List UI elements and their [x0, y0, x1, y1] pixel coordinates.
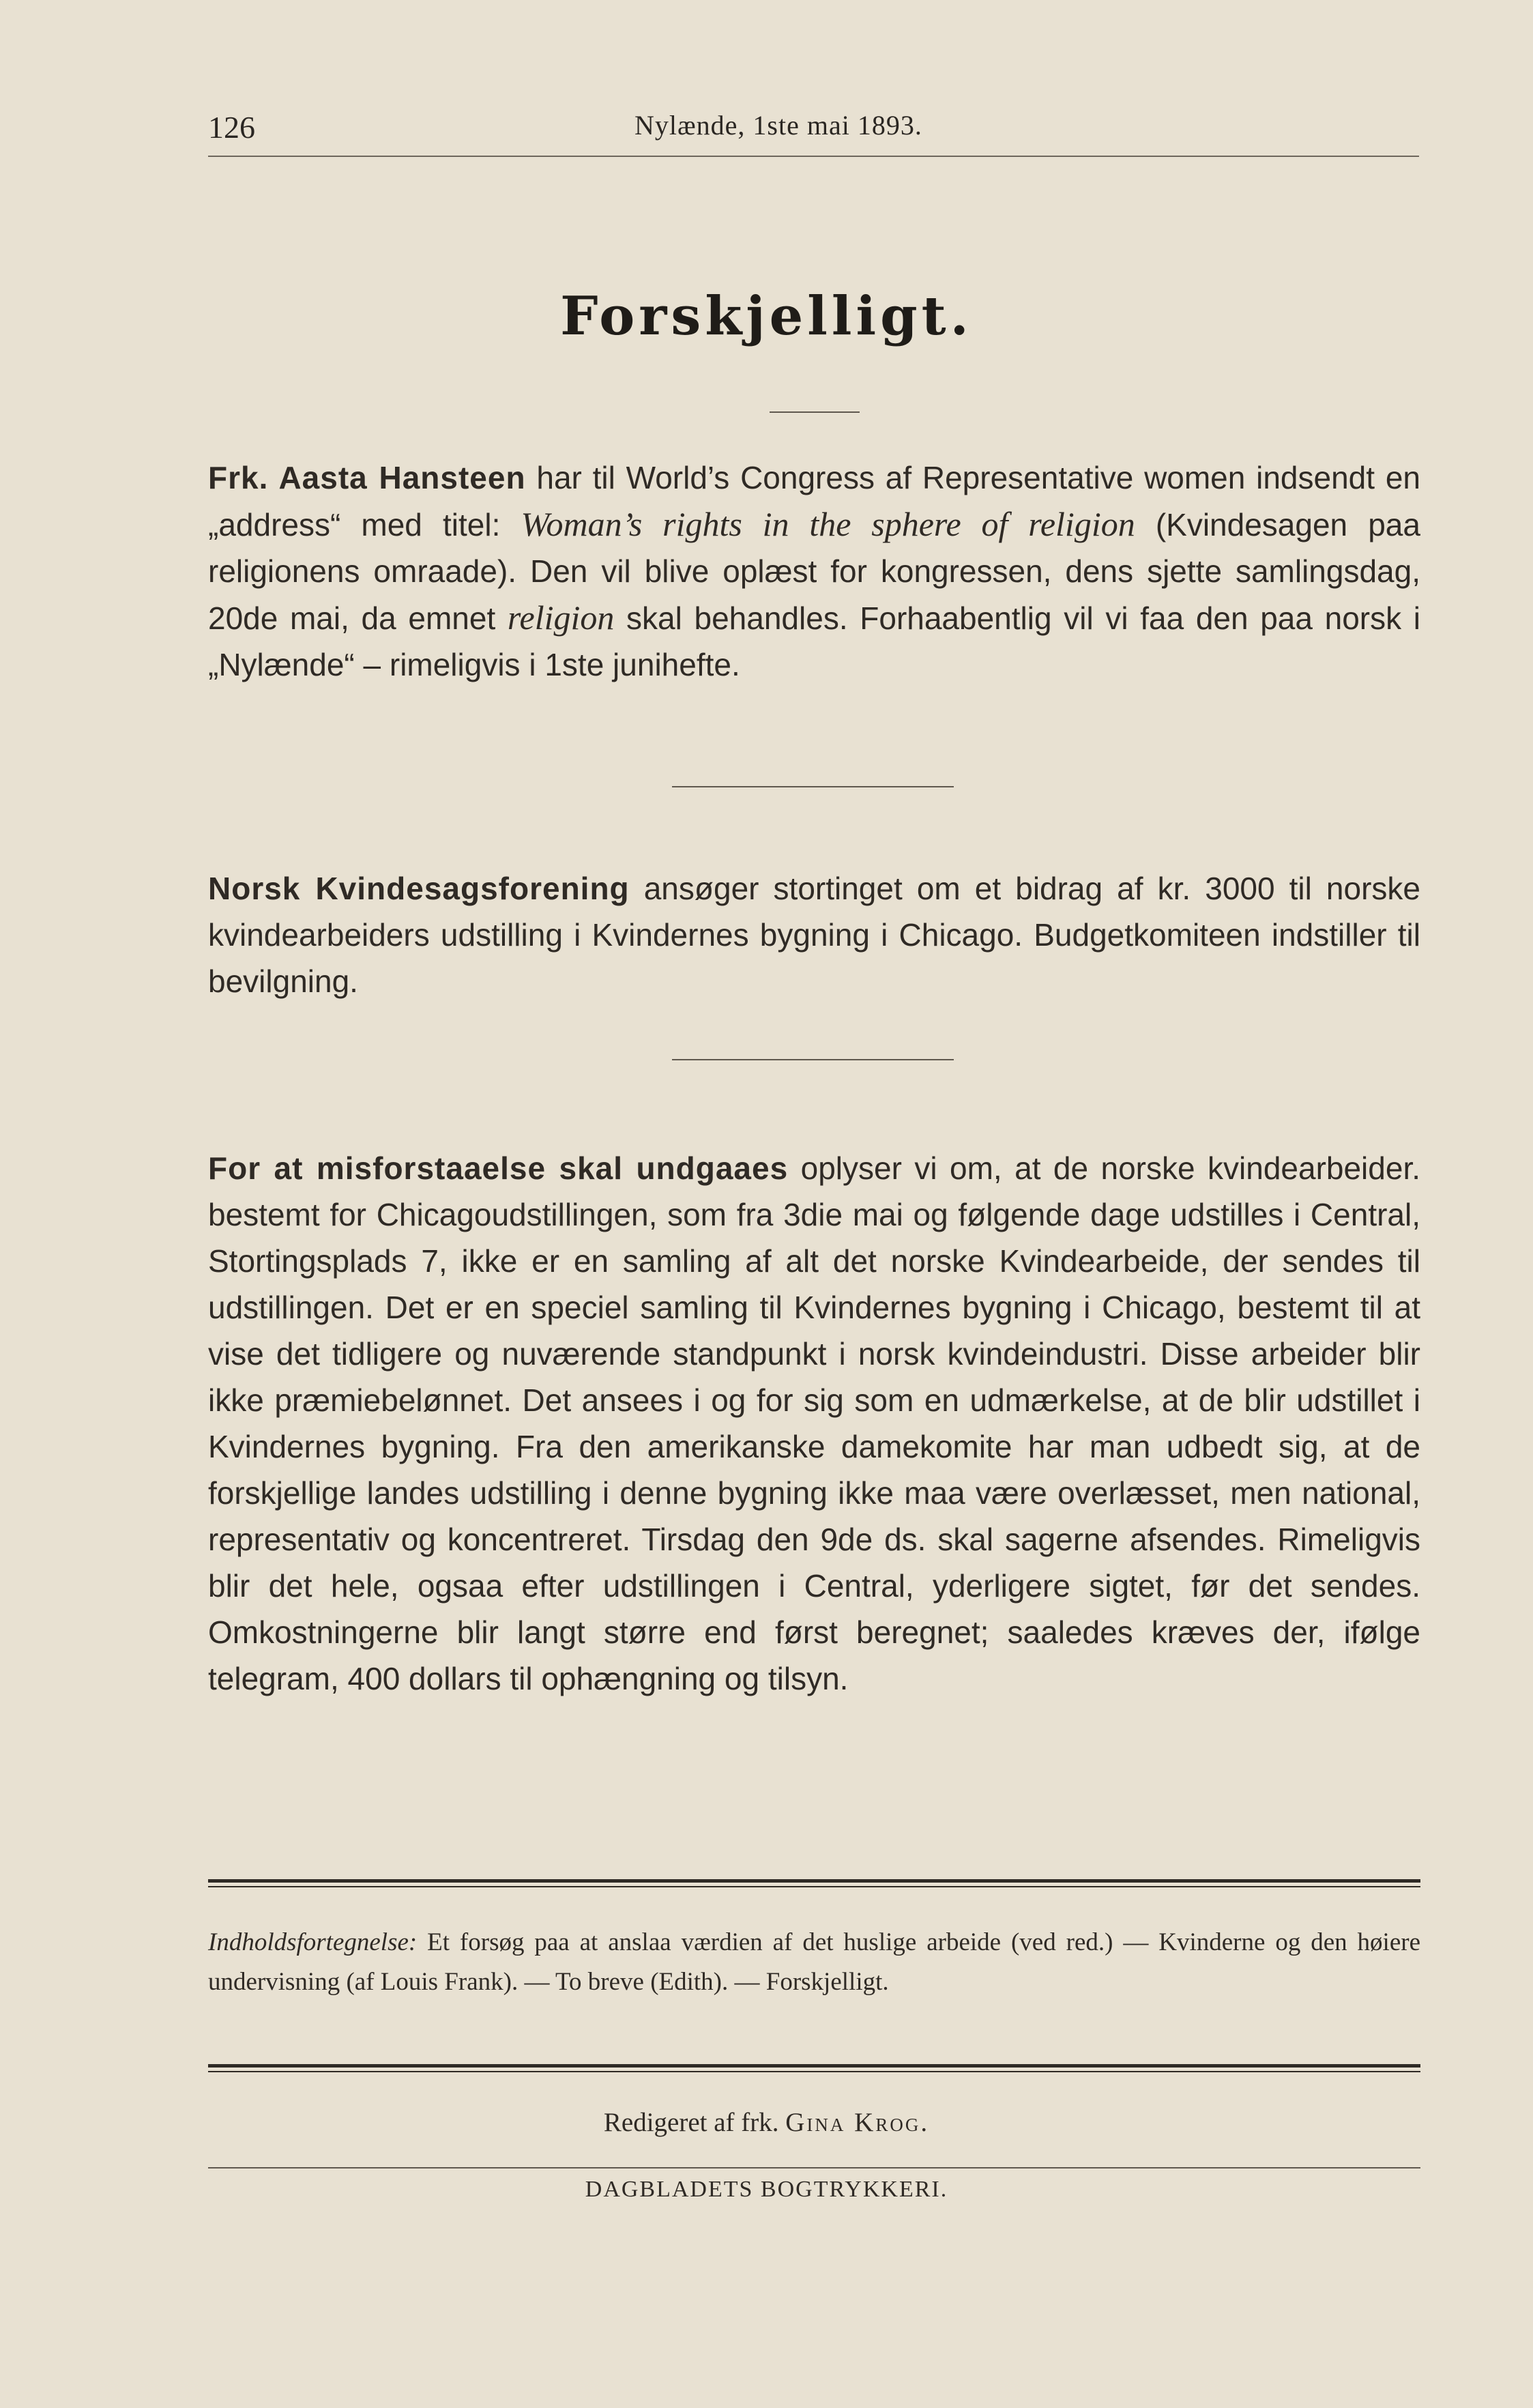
news-item-hansteen [208, 454, 1420, 688]
editor-prefix: Redigeret af frk. [603, 2108, 786, 2137]
title-divider [770, 411, 860, 413]
item-text: oplyser vi om, at de norske kvindearbeider. bestemt for Chicagoudstillingen, som fra 3die mai og følgende dage udstilles i Central, Stortingsplads 7, ikke er en samling af alt det norske Kvindearbeide, der sendes til udstillingen. Det er en speciel samling til Kvindernes bygning i Chicago, bestemt til at vise det tidligere og nuværende standpunkt i norsk kvindeindustri. Disse arbeider blir ikke præmiebelønnet. Det ansees i og for sig som en udmærkelse, at de blir udstillet i Kvindernes bygning. Fra den amerikanske damekomite har man udbedt sig, at de forskjellige landes udstilling i denne bygning ikke maa være overlæsset, men national, representativ og koncentreret. Tirsdag den 9de ds. skal sagerne afsendes. Rimeligvis blir det hele, ogsaa efter udstillingen i Central, yderligere sigtet, før det sendes. Omkostningerne blir langt større end først beregnet; saaledes kræves der, ifølge telegram, 400 dollars til ophængning og tilsyn. [208, 1150, 1421, 1696]
table-of-contents [208, 1923, 1420, 2002]
item-text: skal behandles. Forhaabentlig vil vi faa den paa norsk i „Nylænde“ – rimeligvis i 1ste junihefte. [208, 600, 1421, 682]
toc-bottom-rule [208, 2064, 1420, 2072]
item-text: ansøger stortinget om et bidrag af kr. 3000 til norske kvindearbeiders udstilling i Kvindernes bygning i Chicago. Budgetkomiteen indstiller til bevilgning. [208, 871, 1420, 999]
section-title: Forskjelligt. [560, 285, 973, 347]
item-divider [672, 1059, 954, 1060]
page-number: 126 [208, 110, 255, 145]
news-item-misforstaaelse [208, 1145, 1420, 1702]
item-lead: Norsk Kvindesagsforening [208, 871, 630, 906]
item-divider [672, 786, 954, 787]
news-item-kvindesagsforening [208, 865, 1420, 1004]
editor-name: Gina Krog. [785, 2108, 930, 2137]
running-head [208, 109, 1419, 151]
item-text: har til World’s Congress af Representative women indsendt en „address“ med titel: [208, 460, 1420, 542]
item-lead: Frk. Aasta Hansteen [208, 460, 526, 495]
running-title: Nylænde, 1ste mai 1893. [634, 110, 922, 141]
editor-line [0, 2107, 1533, 2138]
toc-text: Et forsøg paa at anslaa værdien af det huslige arbeide (ved red.) — Kvinderne og den høiere undervisning (af Louis Frank). — To breve (Edith). — Forskjelligt. [208, 1928, 1420, 1996]
item-italic-word: religion [507, 598, 615, 637]
header-rule [208, 156, 1419, 157]
item-italic-title: Woman’s rights in the sphere of religion [521, 505, 1135, 543]
toc-top-rule [208, 1879, 1420, 1887]
toc-label: Indholdsfortegnelse: [208, 1928, 418, 1956]
printer-imprint: DAGBLADETS BOGTRYKKERI. [585, 2177, 948, 2202]
imprint-rule [208, 2167, 1420, 2168]
item-lead: For at misforstaaelse skal undgaaes [208, 1150, 789, 1186]
item-text: (Kvindesagen paa religionens omraade). Den vil blive oplæst for kongressen, dens sjette samlingsdag, 20de mai, da emnet [208, 507, 1420, 636]
